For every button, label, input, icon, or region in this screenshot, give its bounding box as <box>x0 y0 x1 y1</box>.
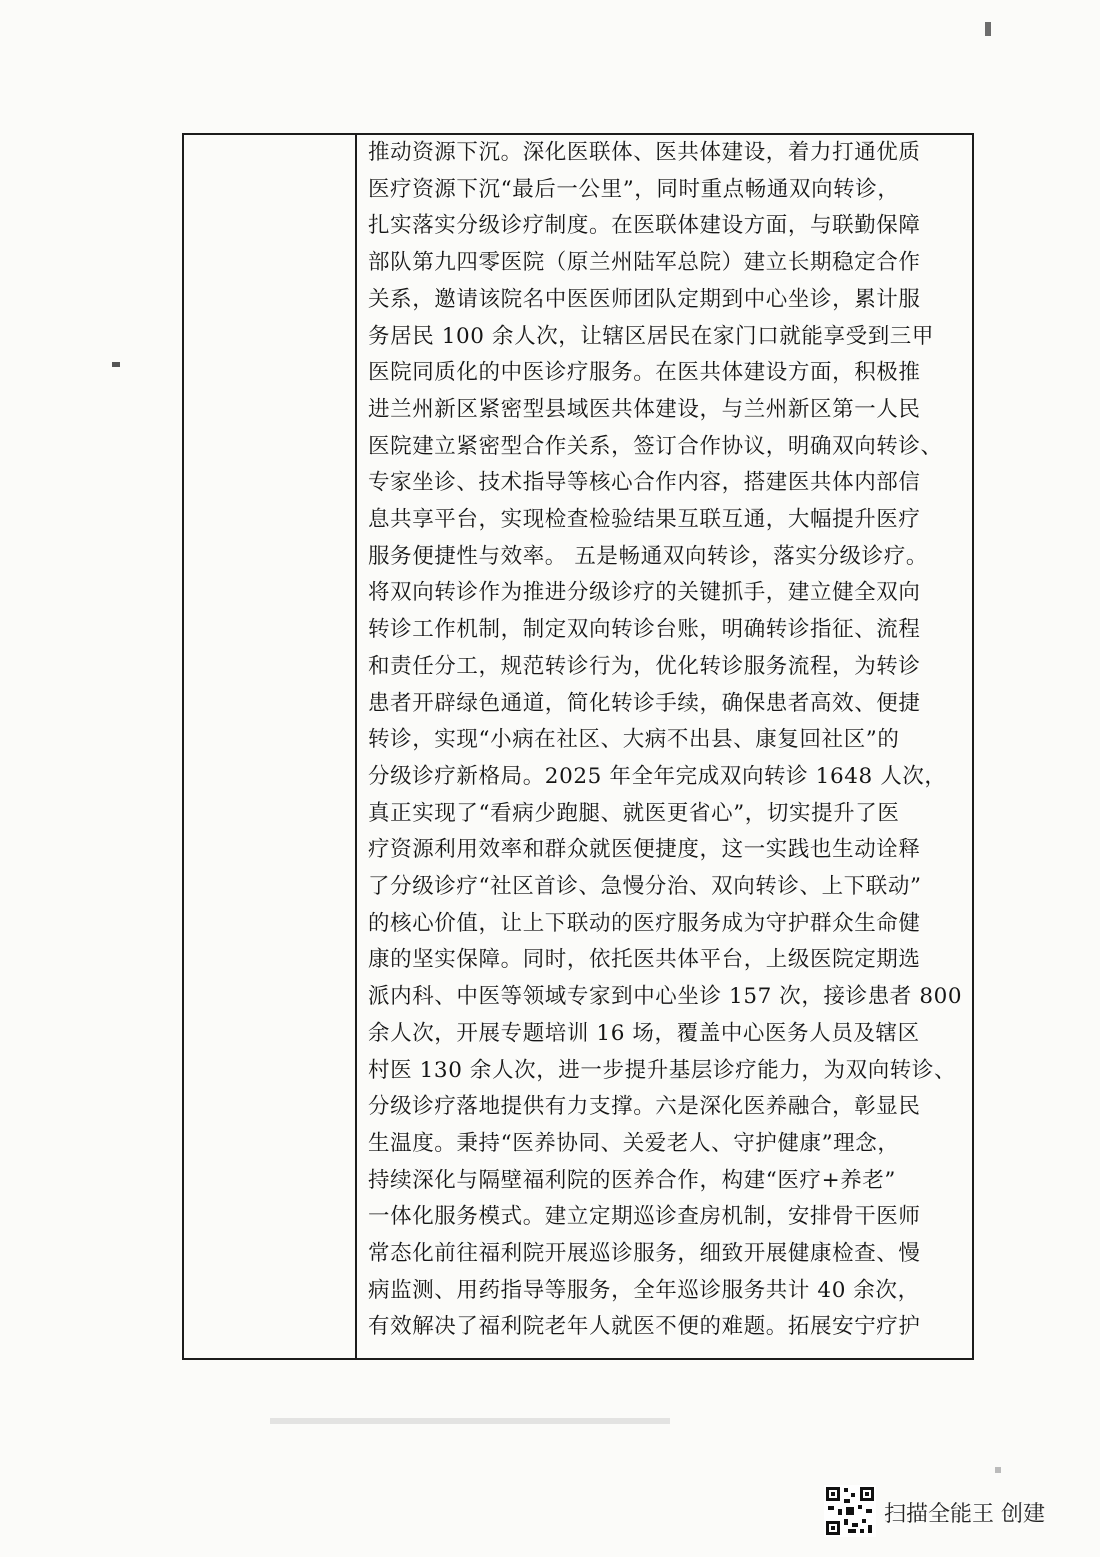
text-line: 持续深化与隔壁福利院的医养合作，构建“医疗+养老” <box>368 1167 896 1193</box>
scan-artifact-left <box>112 362 120 367</box>
text-line: 有效解决了福利院老年人就医不便的难题。拓展安宁疗护 <box>368 1314 921 1340</box>
table-content-cell <box>360 135 972 1358</box>
text-line: 村医 130 余人次，进一步提升基层诊疗能力，为双向转诊、 <box>368 1057 957 1083</box>
text-line: 生温度。秉持“医养协同、关爱老人、守护健康”理念， <box>368 1130 900 1156</box>
text-line: 余人次，开展专题培训 16 场，覆盖中心医务人员及辖区 <box>368 1020 920 1046</box>
text-line: 将双向转诊作为推进分级诊疗的关键抓手，建立健全双向 <box>368 580 921 606</box>
text-line: 息共享平台，实现检查检验结果互联互通，大幅提升医疗 <box>368 507 921 532</box>
text-line: 派内科、中医等领域专家到中心坐诊 157 次，接诊患者 800 <box>368 984 963 1010</box>
text-line: 患者开辟绿色通道，简化转诊手续，确保患者高效、便捷 <box>368 690 921 716</box>
text-line: 关系，邀请该院名中医医师团队定期到中心坐诊，累计服 <box>368 286 921 312</box>
text-line: 医院同质化的中医诊疗服务。在医共体建设方面，积极推 <box>368 360 921 386</box>
text-line: 医院建立紧密型合作关系，签订合作协议，明确双向转诊、 <box>368 433 943 459</box>
text-line: 务居民 100 余人次，让辖区居民在家门口就能享受到三甲 <box>368 323 935 349</box>
table-left-cell <box>184 135 357 1358</box>
text-line: 病监测、用药指导等服务，全年巡诊服务共计 40 余次， <box>368 1277 920 1303</box>
text-line: 康的坚实保障。同时，依托医共体平台，上级医院定期选 <box>368 947 921 973</box>
text-line: 转诊工作机制，制定双向转诊台账，明确转诊指征、流程 <box>368 617 921 643</box>
scan-bleed-through <box>270 1418 670 1424</box>
text-line: 部队第九四零医院（原兰州陆军总院）建立长期稳定合作 <box>368 250 921 276</box>
text-line: 疗资源利用效率和群众就医便捷度，这一实践也生动诠释 <box>368 837 921 863</box>
text-line: 医疗资源下沉“最后一公里”，同时重点畅通双向转诊， <box>368 176 900 202</box>
text-line: 一体化服务模式。建立定期巡诊查房机制，安排骨干医师 <box>368 1204 921 1230</box>
text-line: 转诊，实现“小病在社区、大病不出县、康复回社区”的 <box>368 727 900 753</box>
text-line: 推动资源下沉。深化医联体、医共体建设，着力打通优质 <box>368 140 921 165</box>
text-line: 常态化前往福利院开展巡诊服务，细致开展健康检查、慢 <box>368 1241 921 1266</box>
document-table <box>182 133 974 1360</box>
qr-code-icon <box>824 1485 876 1537</box>
text-line: 服务便捷性与效率。 五是畅通双向转诊，落实分级诊疗。 <box>368 543 928 569</box>
text-line: 和责任分工，规范转诊行为，优化转诊服务流程，为转诊 <box>368 653 921 679</box>
watermark-text: 扫描全能王 创建 <box>884 1502 1045 1527</box>
text-line: 了分级诊疗“社区首诊、急慢分治、双向转诊、上下联动” <box>368 874 922 899</box>
text-line: 专家坐诊、技术指导等核心合作内容，搭建医共体内部信 <box>368 470 921 496</box>
scan-artifact-top <box>985 22 991 36</box>
text-line: 进兰州新区紧密型县域医共体建设，与兰州新区第一人民 <box>368 396 921 422</box>
text-line: 分级诊疗落地提供有力支撑。六是深化医养融合，彰显民 <box>368 1094 921 1120</box>
scan-artifact-bottom <box>995 1467 1001 1473</box>
text-line: 真正实现了“看病少跑腿、就医更省心”，切实提升了医 <box>368 800 900 826</box>
text-line: 的核心价值，让上下联动的医疗服务成为守护群众生命健 <box>368 910 921 936</box>
text-line: 分级诊疗新格局。2025 年全年完成双向转诊 1648 人次， <box>368 763 947 789</box>
text-line: 扎实落实分级诊疗制度。在医联体建设方面，与联勤保障 <box>368 213 921 239</box>
scanner-watermark <box>824 1485 1074 1539</box>
